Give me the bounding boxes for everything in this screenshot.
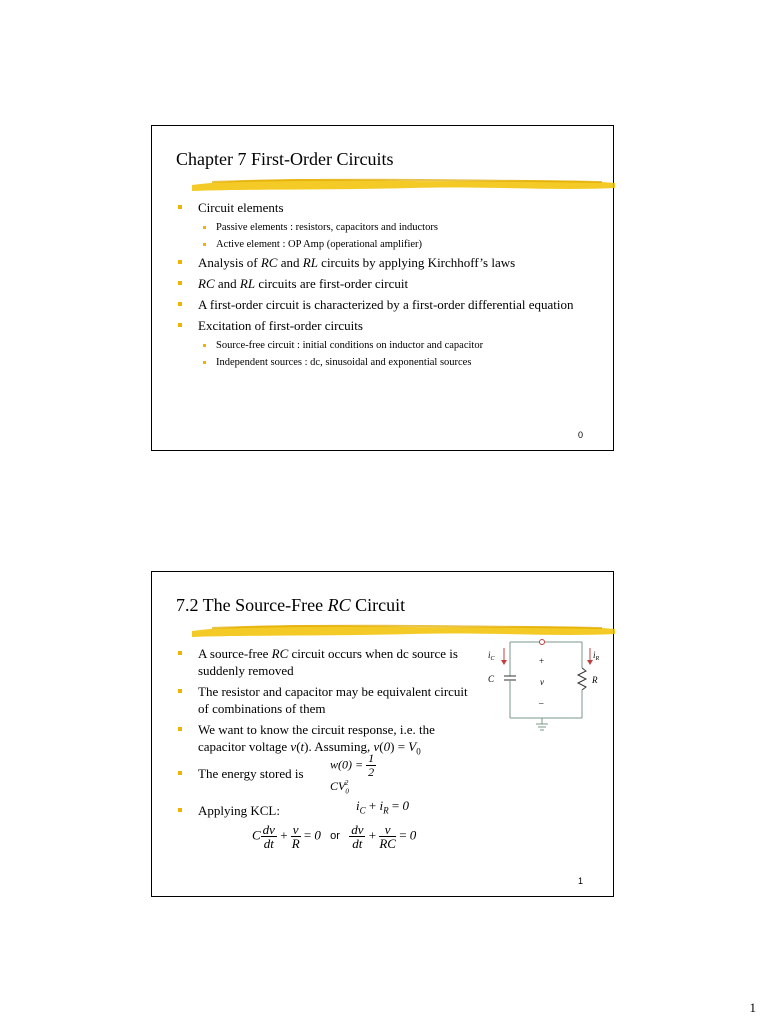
bullet-list [176,645,476,823]
bullet-item [176,645,476,679]
bullet-text: We want to know the circuit response, i.e. the capacitor voltage v(t). Assuming, $v(0) = V_0$ [198,722,435,757]
bullet-icon [178,281,182,285]
bullet-text: Applying KCL: [198,802,280,818]
bullet-icon [178,771,182,775]
bullet-item [176,199,596,216]
bullet-item [176,721,476,761]
bullet-icon [178,323,182,327]
bullet-text: Excitation of first-order circuits [198,318,363,333]
bullet-item [176,802,476,819]
bullet-icon [178,727,182,731]
sub-bullet-item [176,338,596,353]
bullet-list [176,199,596,372]
bullet-icon [178,260,182,264]
ic-label: $i_C$ [488,650,495,662]
bullet-item [176,317,596,334]
bullet-item [176,683,476,717]
bullet-icon [203,243,206,246]
rc-circuit-diagram [482,636,602,736]
bullet-text: Active element : OP Amp (operational amplifier) [216,239,423,250]
bullet-text: Circuit elements [198,200,284,215]
bullet-text: A source-free RC circuit occurs when dc source is suddenly removed [198,646,458,678]
slide-1 [151,125,614,451]
bullet-text: The energy stored is [198,765,304,781]
resistor-label: R [592,675,598,685]
bullet-text: The resistor and capacitor may be equivalent circuit of combinations of them [198,684,468,716]
bullet-icon [203,226,206,229]
slide-title: Chapter 7 First-Order Circuits [176,149,394,169]
slide-page-number: 0 [577,430,583,440]
minus-sign: – [539,698,544,708]
voltage-label: v [540,677,544,687]
energy-equation: w(0) = $\frac{1}{2}$ $CV_0^2$ [330,751,375,796]
bullet-item [176,296,596,313]
bullet-icon [178,205,182,209]
capacitor-label: C [488,674,495,684]
bullet-text: Passive elements : resistors, capacitors and inductors [216,222,438,233]
bullet-icon [178,651,182,655]
sub-bullet-item [176,237,596,252]
slide-page-number: 1 [577,876,583,886]
bullet-icon [178,302,182,306]
title-italic: RC [327,595,351,615]
bullet-icon [178,689,182,693]
or-text: or [330,830,340,843]
sub-bullet-item [176,355,596,370]
ir-label: $i_R$ [593,650,600,662]
title-brush-stroke [192,173,615,193]
differential-equation: C $\frac{dv}{dt}$ + $\frac{v}{R}$ = 0 or $\frac{dv}{dt}$ + $\frac{v}{RC}$ = 0 [252,822,417,851]
bullet-item [176,254,596,271]
document-page-number: 1 [749,1000,756,1015]
bullet-text: RC and RL circuits are first-order circuit [198,276,409,291]
bullet-item [176,765,476,782]
slide-title [176,595,405,616]
slide-2 [151,571,614,897]
title-prefix: 7.2 The Source-Free [176,595,328,615]
bullet-text: Independent sources : dc, sinusoidal and exponential sources [216,357,472,368]
bullet-icon [203,361,206,364]
bullet-icon [203,344,206,347]
bullet-item [176,275,596,292]
plus-sign: + [539,656,545,666]
sub-bullet-item [176,220,596,235]
bullet-text: Analysis of RC and RL circuits by applying Kirchhoff’s laws [198,255,516,270]
kcl-equation: $i_C + i_R = 0$ [356,798,409,816]
title-suffix: Circuit [350,595,406,615]
bullet-icon [178,808,182,812]
bullet-text: Source-free circuit : initial conditions on inductor and capacitor [216,340,484,351]
bullet-text: A first-order circuit is characterized by a first-order differential equation [198,297,574,312]
